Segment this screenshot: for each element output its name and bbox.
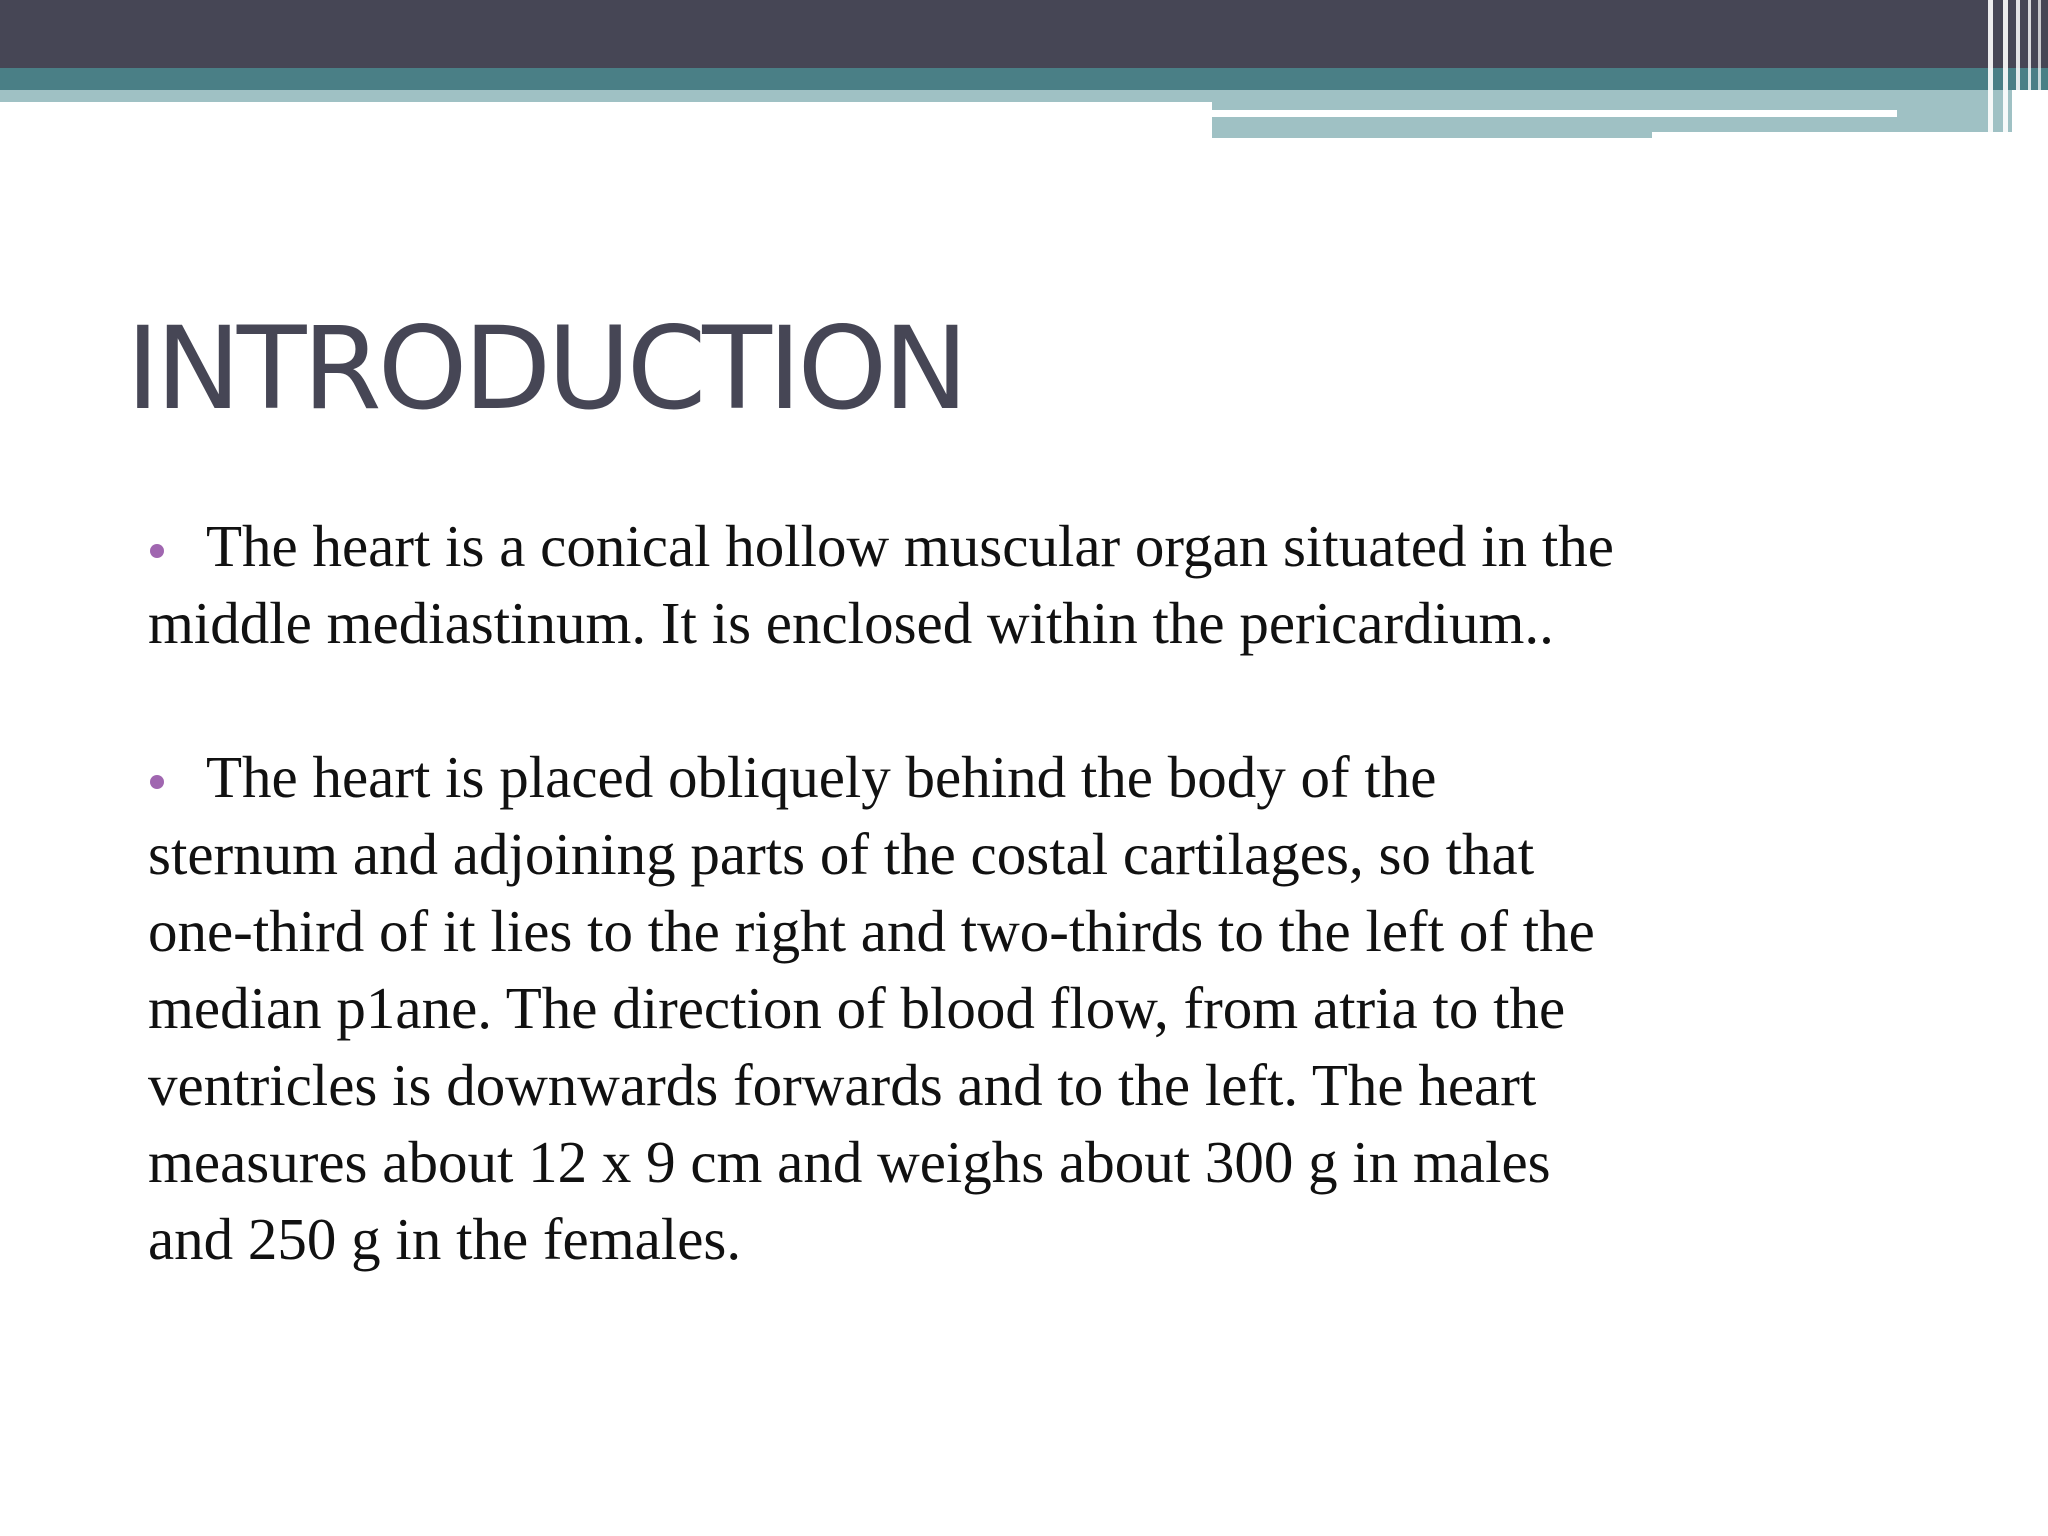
- header-vertical-stripe: [2028, 0, 2031, 138]
- bullet-dot-icon: [150, 544, 164, 558]
- slide-title: INTRODUCTION: [126, 302, 965, 435]
- header-dark-band: [0, 0, 2048, 68]
- header-vertical-stripe: [2016, 0, 2020, 138]
- header-vertical-stripe: [2003, 0, 2008, 138]
- header-white-cut: [1652, 132, 2012, 138]
- bullet-list: [148, 508, 1618, 1278]
- bullet-item: [148, 739, 1618, 1278]
- header-vertical-stripe: [2038, 0, 2041, 138]
- bullet-dot-icon: [150, 775, 164, 789]
- bullet-text: The heart is a conical hollow muscular organ situated in the middle mediastinum. It is enclosed within the pericardium..: [148, 513, 1614, 656]
- bullet-text: The heart is placed obliquely behind the body of the sternum and adjoining parts of the costal cartilages, so that one-third of it lies to the right and two-thirds to the left of the median p1ane. The direction of blood flow, from atria to the ventricles is downwards forwards and to the left. The heart measures about 12 x 9 cm and weighs about 300 g in males and 250 g in the females.: [148, 744, 1595, 1272]
- header-teal-band: [0, 68, 2048, 90]
- bullet-item: [148, 508, 1618, 662]
- header-white-stripe: [1212, 110, 1897, 117]
- header-light-band-left: [0, 90, 1212, 102]
- header-vertical-stripe: [1988, 0, 1993, 138]
